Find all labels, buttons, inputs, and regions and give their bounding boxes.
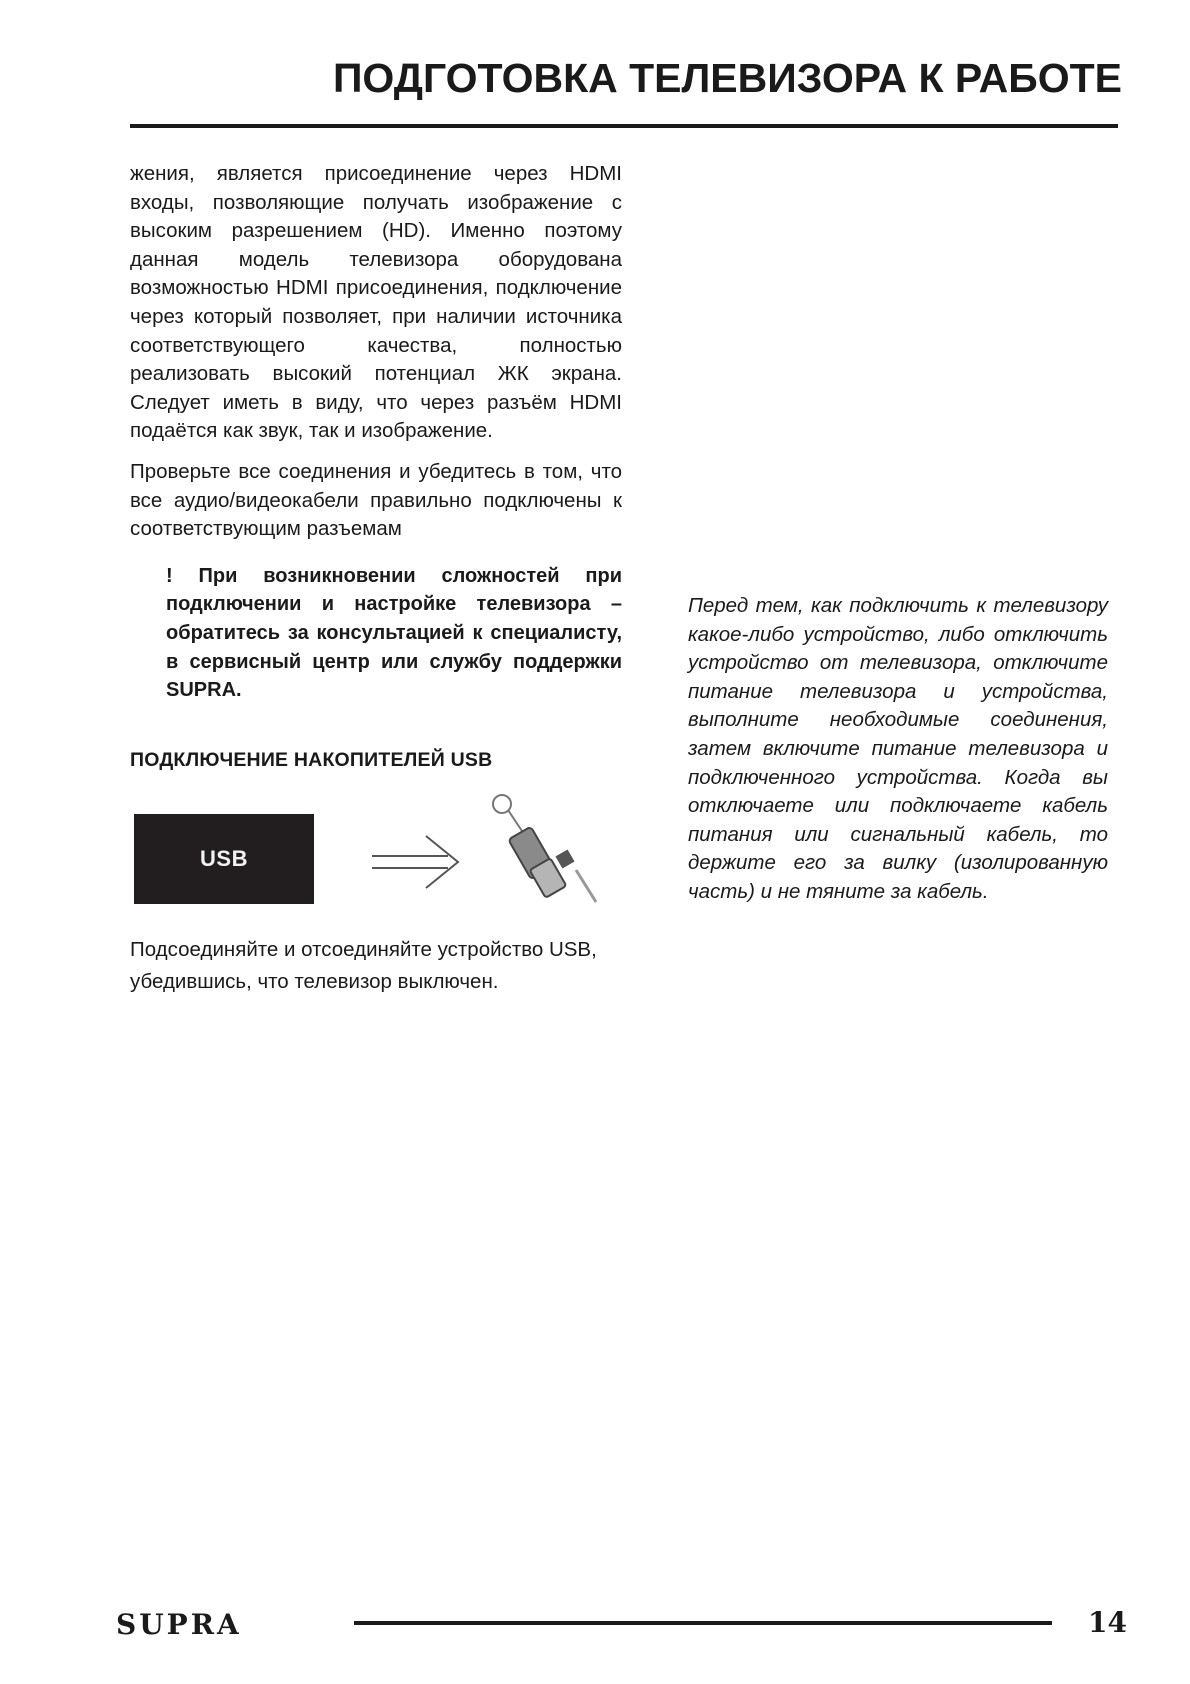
page-header-title: ПОДГОТОВКА ТЕЛЕВИЗОРА К РАБОТЕ [332,55,1122,101]
arrow-right-icon [370,832,462,892]
usb-illustration [130,790,622,920]
right-column [688,592,1108,907]
hdmi-paragraph: жения, является присоединение через HDMI входы, позволяющие получать изображение с высоким разрешением (HD). Именно поэтому данная модель телевизора оборудована возможностью HDMI присоединения, подключение через который позволяет, при наличии источника соответствующего качества, полностью реализовать высокий потенциал ЖК экрана. Следует иметь в виду, что через разъём HDMI подаётся как звук, так и изображение. [130,162,622,443]
page-number: 14 [1088,1606,1127,1639]
safety-note: Перед тем, как подключить к телевизору какое-либо устройство, либо отключить устройство от телевизора, отключите питание телевизора и устройства, выполните необходимые соединения, затем включите питание телевизора и подключенного устройства. Когда вы отключаете или подключаете кабель питания или сигнальный кабель, то держите его за вилку (изолированную часть) и не тяните за кабель. [688,594,1108,903]
connections-paragraph: Проверьте все соединения и убедитесь в том, что все аудио/видеокабели правильно подключены к соответствующим разъемам [130,459,622,541]
usb-caption: Подсоединяйте и отсоединяйте устройство USB, убедившись, что телевизор выключен. [130,937,597,993]
supra-logo: SUPRA [116,1608,242,1641]
usb-section-heading: ПОДКЛЮЧЕНИЕ НАКОПИТЕЛЕЙ USB [130,748,493,771]
support-warning: ! При возникновении сложностей при подключении и настройке телевизора – обратитесь за консультацией к специалисту, в сервисный центр или службу поддержки SUPRA. [166,564,622,702]
usb-flash-drive-icon [480,790,610,910]
header-divider [130,124,1118,128]
left-column [130,160,622,998]
footer-divider [354,1621,1052,1625]
usb-port-label: USB [134,814,314,904]
